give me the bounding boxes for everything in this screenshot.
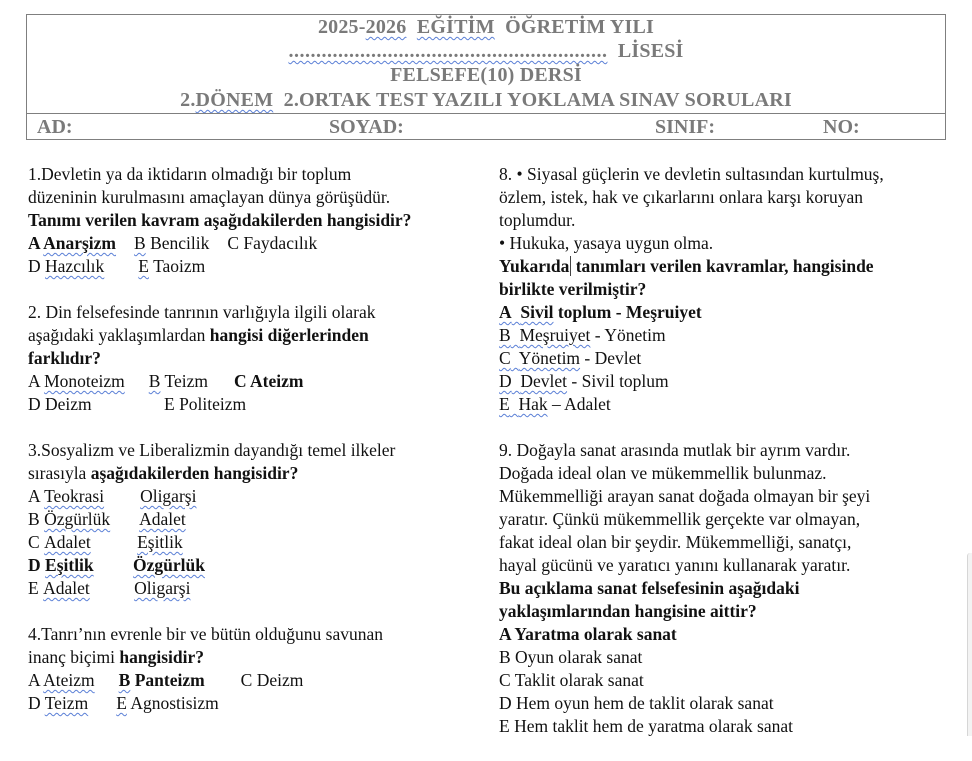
question-text: düzeninin kurulmasını amaçlayan dünya görüşüdür.: [28, 187, 391, 207]
question-text: özlem, istek, hak ve çıkarlarını onlara karşı koruyan: [499, 187, 863, 207]
option-e[interactable]: E Hem taklit hem de yaratma olarak sanat: [499, 716, 793, 736]
option-letter: D: [28, 555, 41, 575]
option-b[interactable]: [28, 508, 488, 531]
exam-title-prefix: 2.: [180, 89, 196, 111]
question-stem: farklıdır?: [28, 348, 101, 368]
field-ad[interactable]: AD:: [37, 116, 73, 138]
option-letter: A: [499, 302, 512, 322]
question-stem: yaklaşımlarından hangisine aittir?: [499, 601, 757, 621]
option-second: Oligarşi: [134, 578, 191, 598]
option-letter: B: [148, 371, 161, 391]
option-first: Meşruiyet: [519, 325, 591, 345]
question-1: [28, 163, 488, 278]
option-a[interactable]: [28, 233, 116, 253]
option-b[interactable]: [119, 670, 205, 690]
option-letter: C: [499, 348, 511, 368]
question-2: [28, 301, 488, 416]
year-start: 2025-: [317, 16, 366, 38]
question-text: fakat ideal olan bir şeydir. Mükemmelliği, sanatçı,: [499, 532, 852, 552]
option-letter: A: [28, 486, 40, 506]
question-stem: Tanımı verilen kavram aşağıdakilerden hangisidir?: [28, 210, 412, 230]
option-rest: toplum - Meşruiyet: [553, 302, 702, 322]
option-a[interactable]: A Yaratma olarak sanat: [499, 624, 677, 644]
option-d[interactable]: [28, 554, 488, 577]
option-first: Adalet: [43, 578, 90, 598]
option-letter: D: [499, 371, 512, 391]
options-row: [28, 370, 488, 393]
question-text: 3.Sosyalizm ve Liberalizmin dayandığı temel ilkeler: [28, 440, 396, 460]
option-letter: B: [499, 325, 511, 345]
option-d[interactable]: [28, 693, 88, 713]
option-letter: A: [28, 670, 40, 690]
option-e[interactable]: [28, 577, 488, 600]
option-lead: [499, 371, 567, 391]
option-text: Anarşizm: [43, 233, 117, 253]
question-stem: birlikte verilmiştir?: [499, 279, 647, 299]
option-text: Bencilik: [150, 233, 210, 253]
year-end: 2026: [365, 16, 407, 38]
option-first: Özgürlük: [44, 509, 111, 529]
question-text: yaratır. Çünkü mükemmellik gerçekte var olmayan,: [499, 509, 861, 529]
egitim-word: EĞİTİM: [416, 16, 495, 38]
question-stem: [499, 255, 949, 278]
question-text-bold: hangisidir?: [119, 647, 204, 667]
option-text: Teizm: [44, 693, 89, 713]
question-3: [28, 439, 488, 600]
option-text: Teizm: [164, 371, 208, 391]
option-letter: E: [28, 578, 39, 598]
question-text: • Hukuka, yasaya uygun olma.: [499, 233, 714, 253]
option-text: Hazcılık: [45, 256, 105, 276]
option-text: Agnostisizm: [130, 693, 219, 713]
option-letter: D: [28, 256, 41, 276]
option-c[interactable]: [28, 531, 488, 554]
question-stem-part: Yukarıda: [499, 256, 570, 276]
option-letter: A: [28, 371, 40, 391]
right-column: [499, 163, 949, 761]
exam-title-rest: 2.ORTAK TEST YAZILI YOKLAMA SINAV SORULARI: [283, 89, 792, 111]
option-first: Yönetim: [518, 348, 581, 368]
question-text-normal: sırasıyla: [28, 463, 91, 483]
option-letter: D: [28, 693, 41, 713]
question-text-normal: inanç biçimi: [28, 647, 120, 667]
option-c[interactable]: C Faydacılık: [227, 233, 318, 253]
left-column: [28, 163, 488, 738]
option-e[interactable]: [499, 393, 949, 416]
school-name-blank[interactable]: ..........................................................: [288, 40, 608, 62]
option-lead: [499, 348, 580, 368]
option-c[interactable]: C Deizm: [240, 670, 304, 690]
question-8: [499, 163, 949, 416]
option-letter: B: [134, 233, 146, 253]
option-b[interactable]: [134, 233, 209, 253]
options-row: [28, 393, 488, 416]
field-soyad[interactable]: SOYAD:: [329, 116, 404, 138]
option-rest: - Yönetim: [590, 325, 666, 345]
option-first: Eşitlik: [45, 555, 94, 575]
option-d[interactable]: D Deizm: [28, 394, 92, 414]
question-text: 1.Devletin ya da iktidarın olmadığı bir toplum: [28, 164, 352, 184]
option-second: Oligarşi: [140, 486, 197, 506]
course-title: FELSEFE(10) DERSİ: [390, 64, 582, 86]
ogretim-yili: ÖĞRETİM YILI: [505, 16, 655, 38]
option-text: Taoizm: [153, 256, 206, 276]
question-text: Mükemmelliği arayan sanat doğada olmayan bir şeyi: [499, 486, 871, 506]
options-row: [28, 232, 488, 255]
question-stem: Bu açıklama sanat felsefesinin aşağıdaki: [499, 578, 800, 598]
exam-header: [26, 14, 946, 140]
question-9: [499, 439, 949, 738]
school-year-title: [27, 16, 945, 38]
options-row: [28, 255, 488, 278]
school-name-line: [27, 40, 945, 62]
option-rest: – Adalet: [547, 394, 611, 414]
option-rest: - Devlet: [580, 348, 642, 368]
question-text: 8. • Siyasal güçlerin ve devletin sultasından kurtulmuş,: [499, 164, 884, 184]
option-second: Özgürlük: [133, 555, 205, 575]
option-first: Teokrasi: [44, 486, 105, 506]
option-d[interactable]: [28, 256, 104, 276]
donem-word: DÖNEM: [195, 89, 274, 111]
option-a[interactable]: [499, 301, 949, 324]
option-second: Eşitlik: [137, 532, 183, 552]
option-letter: B: [28, 509, 40, 529]
question-text-bold: aşağıdakilerden hangisidir?: [90, 463, 299, 483]
option-first: Sivil: [520, 302, 554, 322]
option-rest: - Sivil toplum: [567, 371, 669, 391]
option-a[interactable]: [28, 670, 95, 690]
option-a[interactable]: [28, 371, 125, 391]
question-text: toplumdur.: [499, 210, 576, 230]
option-first: Devlet: [520, 371, 568, 391]
option-c[interactable]: C Ateizm: [233, 371, 304, 391]
lisesi-label: LİSESİ: [617, 40, 684, 62]
option-text: Monoteizm: [44, 371, 125, 391]
field-no[interactable]: NO:: [823, 116, 860, 138]
header-divider: [27, 113, 945, 114]
option-first: Hak: [518, 394, 548, 414]
question-text-normal: aşağıdaki yaklaşımlardan: [28, 325, 210, 345]
question-text: 9. Doğayla sanat arasında mutlak bir ayrım vardır.: [499, 440, 851, 460]
side-panel-edge: [967, 553, 972, 736]
option-letter: E: [116, 693, 127, 713]
option-text: Ateizm: [43, 670, 95, 690]
option-first: Adalet: [44, 532, 91, 552]
option-a[interactable]: [28, 485, 488, 508]
options-row: [28, 669, 488, 692]
option-d[interactable]: [499, 370, 949, 393]
exam-title: [27, 89, 945, 111]
question-text: Doğada ideal olan ve mükemmellik bulunmaz.: [499, 463, 827, 483]
option-letter: B: [118, 670, 131, 690]
option-d[interactable]: D Hem oyun hem de taklit olarak sanat: [499, 693, 774, 713]
question-text: [28, 324, 488, 347]
option-e[interactable]: [138, 256, 205, 276]
option-lead: [499, 394, 548, 414]
option-c[interactable]: C Taklit olarak sanat: [499, 670, 644, 690]
option-c[interactable]: [499, 347, 949, 370]
question-text: 4.Tanrı’nın evrenle bir ve bütün olduğunu savunan: [28, 624, 384, 644]
option-letter: C: [28, 532, 40, 552]
option-lead: [499, 302, 553, 322]
option-second: Adalet: [139, 509, 186, 529]
option-letter: E: [138, 256, 149, 276]
question-text: [28, 646, 488, 669]
option-letter: E: [499, 394, 510, 414]
option-lead: [499, 325, 590, 345]
question-text-bold: hangisi diğerlerinden: [209, 325, 369, 345]
option-e[interactable]: E Politeizm: [164, 394, 247, 414]
field-sinif[interactable]: SINIF:: [655, 116, 716, 138]
options-row: [28, 692, 488, 715]
question-4: [28, 623, 488, 715]
option-b[interactable]: B Oyun olarak sanat: [499, 647, 643, 667]
option-e[interactable]: [116, 693, 219, 713]
question-text: hayal gücünü ve yaratıcı yanını kullanarak yaratır.: [499, 555, 851, 575]
option-b[interactable]: [499, 324, 949, 347]
option-letter: A: [28, 233, 40, 253]
option-text: Panteizm: [134, 670, 205, 690]
option-b[interactable]: [149, 371, 208, 391]
question-text: 2. Din felsefesinde tanrının varlığıyla ilgili olarak: [28, 302, 376, 322]
question-stem-part: tanımları verilen kavramlar, hangisinde: [571, 256, 874, 276]
question-text: [28, 462, 488, 485]
